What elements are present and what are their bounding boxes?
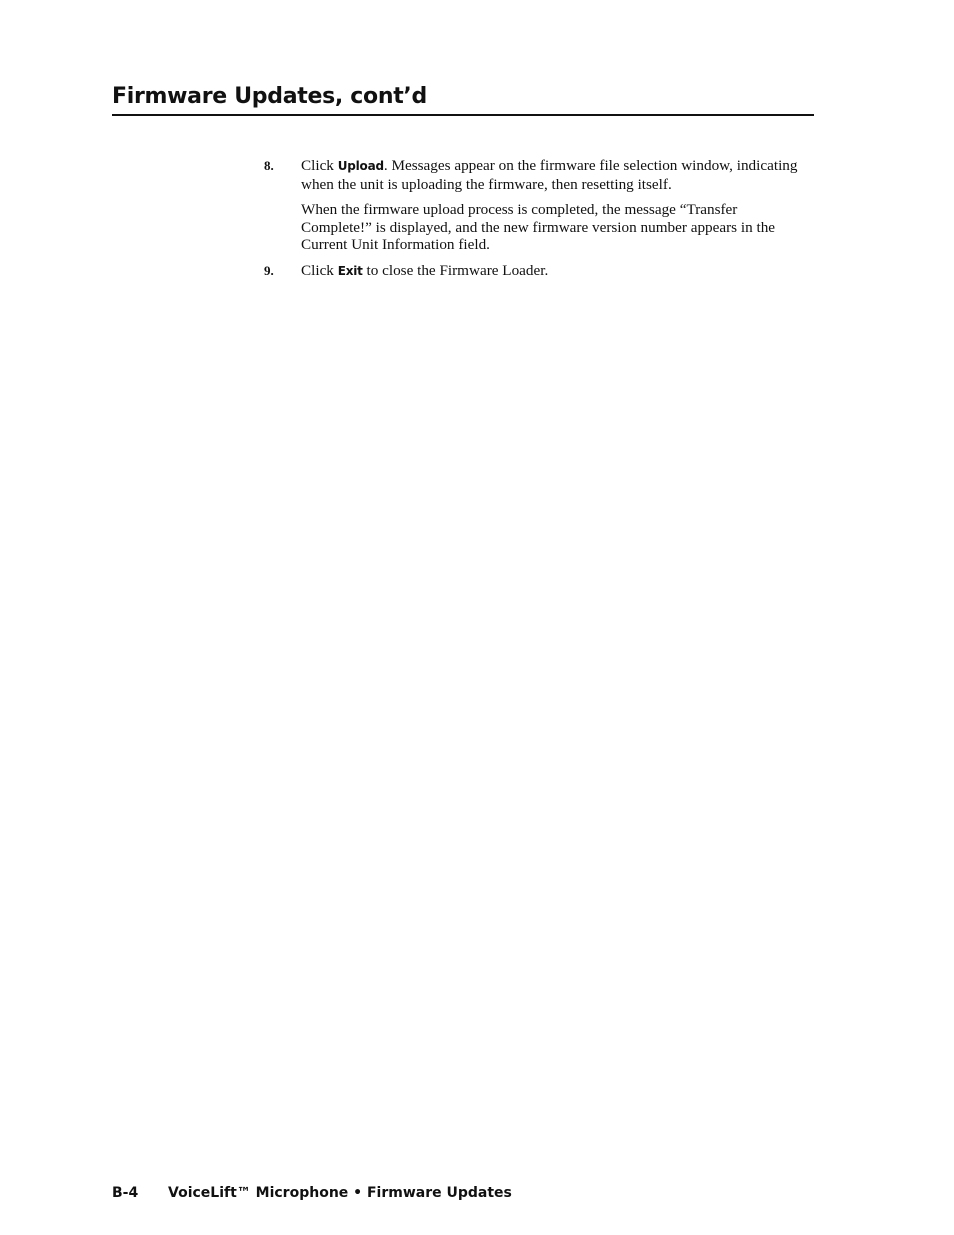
- step-text: to close the Firmware Loader.: [362, 261, 549, 279]
- step-number: 9.: [264, 262, 274, 278]
- step-8-paragraph-2: When the firmware upload process is completed, the message “Transfer Complete!” is displayed, and the new firmware version number appears in the Current Unit Information field.: [301, 201, 776, 254]
- page-number: B-4: [112, 1185, 139, 1201]
- step-9-paragraph-1: [301, 262, 804, 281]
- title-underline: [112, 114, 814, 116]
- step-9: [264, 262, 804, 281]
- step-text: Click: [301, 157, 338, 174]
- footer-title: VoiceLift™ Microphone • Firmware Updates: [168, 1185, 512, 1201]
- exit-button-label: Exit: [337, 263, 363, 278]
- step-number: 8.: [264, 158, 274, 173]
- page-title: Firmware Updates, cont’d: [112, 84, 427, 109]
- step-8: [264, 157, 804, 254]
- step-text: Click: [301, 261, 338, 279]
- page-footer: [112, 1184, 512, 1202]
- instruction-steps: [264, 157, 804, 289]
- step-text: . Messages appear on the firmware file selection window, indicating when the unit is uploading the firmware, then resetting itself.: [301, 157, 798, 193]
- upload-button-label: Upload: [337, 159, 384, 173]
- step-8-paragraph-1: [301, 157, 804, 193]
